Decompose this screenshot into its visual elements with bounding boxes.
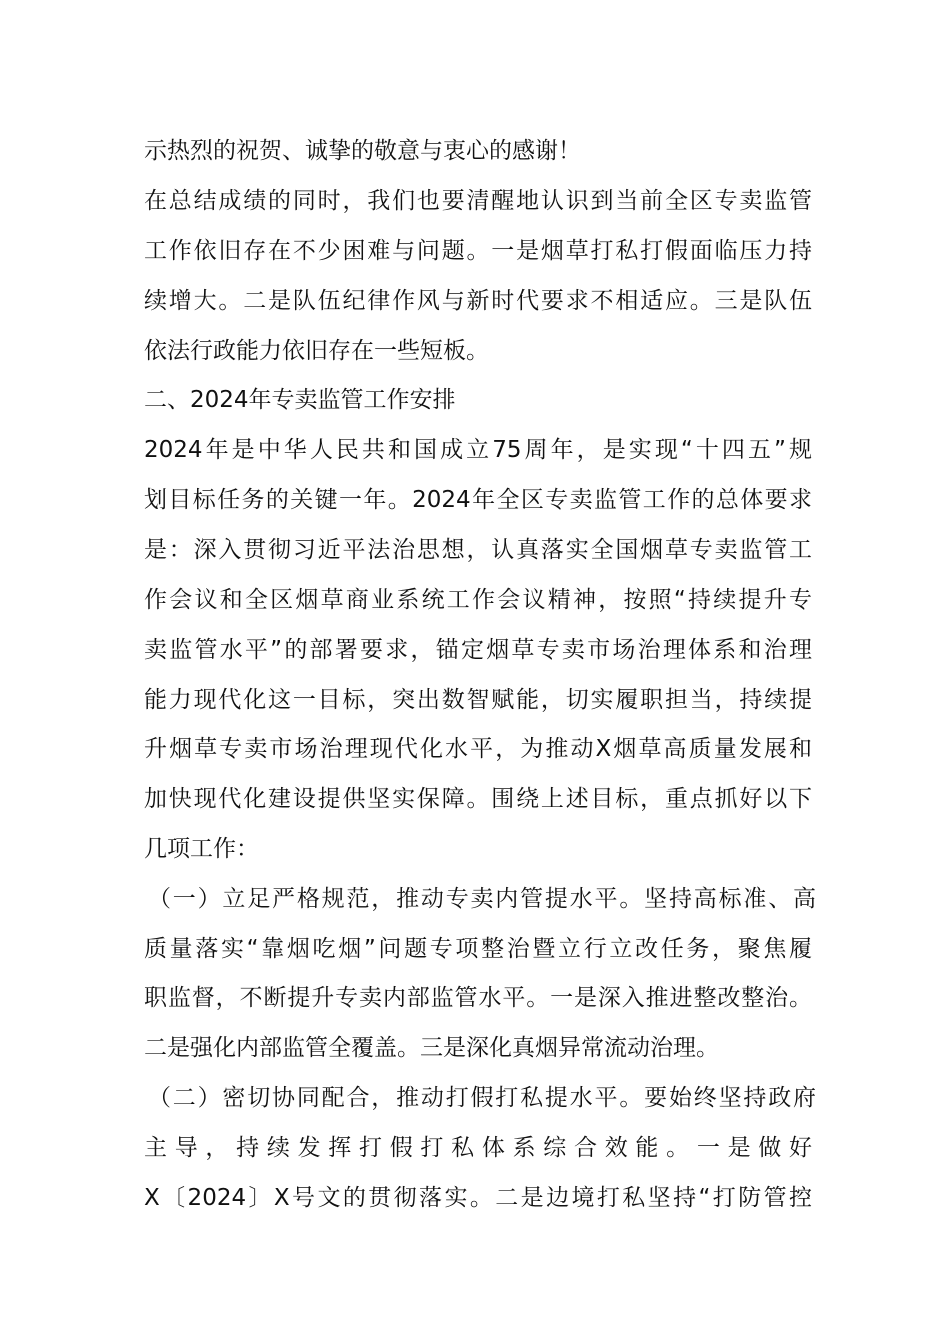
paragraph-line: 2024年是中华人民共和国成立75周年，是实现“十四五”规 [144, 437, 812, 463]
paragraph-line: 作会议和全区烟草商业系统工作会议精神，按照“持续提升专 [144, 587, 812, 613]
subsection-line: （二）密切协同配合，推动打假打私提水平。要始终坚持政府 [148, 1085, 816, 1111]
paragraph-line: 是：深入贯彻习近平法治思想，认真落实全国烟草专卖监管工 [144, 537, 812, 563]
paragraph-line: 升烟草专卖市场治理现代化水平，为推动X烟草高质量发展和 [144, 736, 812, 762]
paragraph-line: 划目标任务的关键一年。2024年全区专卖监管工作的总体要求 [144, 487, 812, 513]
paragraph-line: 续增大。二是队伍纪律作风与新时代要求不相适应。三是队伍 [144, 288, 812, 314]
paragraph-line: 几项工作： [144, 836, 259, 862]
paragraph-line: 加快现代化建设提供坚实保障。围绕上述目标，重点抓好以下 [144, 786, 812, 812]
paragraph-line: 职监督，不断提升专卖内部监管水平。一是深入推进整改整治。 [144, 985, 812, 1011]
paragraph-line: X〔2024〕X号文的贯彻落实。二是边境打私坚持“打防管控 [144, 1185, 812, 1211]
paragraph-line: 工作依旧存在不少困难与问题。一是烟草打私打假面临压力持 [144, 238, 812, 264]
paragraph-line: 在总结成绩的同时，我们也要清醒地认识到当前全区专卖监管 [144, 188, 812, 214]
paragraph-line: 质量落实“靠烟吃烟”问题专项整治暨立行立改任务，聚焦履 [144, 936, 812, 962]
paragraph-line: 示热烈的祝贺、诚挚的敬意与衷心的感谢！ [144, 138, 581, 164]
paragraph-line: 能力现代化这一目标，突出数智赋能，切实履职担当，持续提 [144, 687, 812, 713]
section-heading: 二、2024年专卖监管工作安排 [144, 387, 456, 413]
paragraph-line: 卖监管水平”的部署要求，锚定烟草专卖市场治理体系和治理 [144, 637, 812, 663]
paragraph-line: 依法行政能力依旧存在一些短板。 [144, 338, 489, 364]
paragraph-line: 二是强化内部监管全覆盖。三是深化真烟异常流动治理。 [144, 1035, 719, 1061]
subsection-line: （一）立足严格规范，推动专卖内管提水平。坚持高标准、高 [148, 886, 816, 912]
paragraph-line: 主导，持续发挥打假打私体系综合效能。一是做好 [144, 1135, 812, 1161]
